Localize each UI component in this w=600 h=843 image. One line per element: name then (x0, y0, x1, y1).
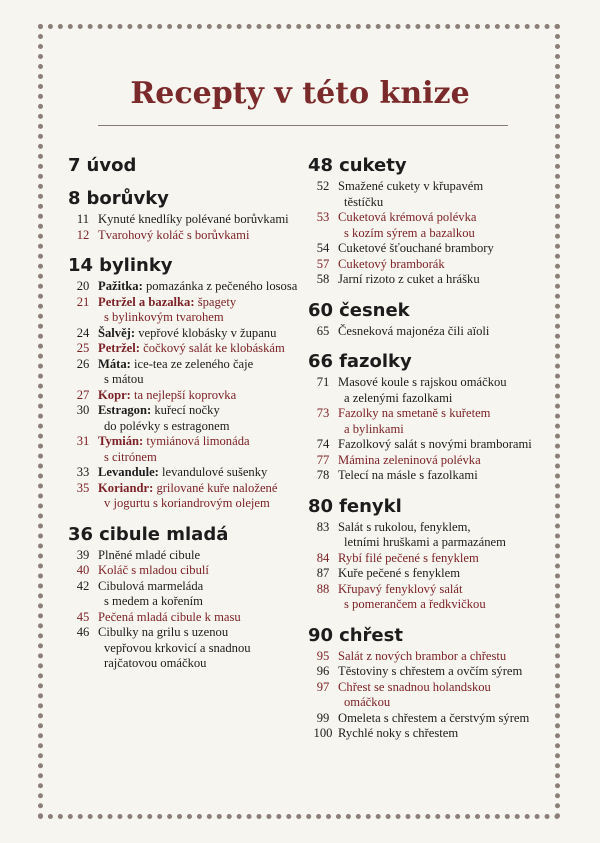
recipe-entry[interactable] (308, 324, 540, 340)
herb-name: Kopr: (98, 387, 131, 402)
recipe-title (338, 375, 540, 406)
section (68, 255, 308, 512)
recipe-text: Telecí na másle s fazolkami (338, 468, 478, 482)
recipe-entry[interactable] (308, 680, 540, 711)
recipe-text: Masové koule s rajskou omáčkou (338, 375, 507, 389)
section-name: bylinky (99, 255, 173, 276)
recipe-title (338, 272, 540, 288)
recipe-title (98, 548, 308, 564)
recipe-title (98, 357, 308, 388)
recipe-text-continued: s citrónem (104, 449, 157, 464)
recipe-text: Mámina zeleninová polévka (338, 452, 481, 467)
recipe-text: Cuketová krémová polévka (338, 210, 477, 224)
recipe-text: levandulové sušenky (162, 465, 268, 479)
recipe-title (338, 711, 540, 727)
right-column (308, 155, 540, 754)
recipe-page-number: 53 (316, 210, 330, 224)
recipe-title (338, 582, 540, 613)
recipe-text: Česneková majonéza čili aïoli (338, 323, 490, 338)
recipe-text-continued: s kozím sýrem a bazalkou (344, 225, 475, 240)
recipe-text-continued: v jogurtu s koriandrovým olejem (104, 496, 270, 510)
recipe-title (338, 726, 540, 742)
recipe-title (98, 212, 308, 228)
section (68, 524, 308, 672)
section-page-number: 8 (68, 188, 81, 209)
recipe-page-number: 65 (316, 323, 330, 338)
recipe-text: Rychlé noky s chřestem (338, 726, 459, 740)
recipe-entry[interactable] (68, 625, 308, 672)
recipe-title (98, 579, 308, 610)
recipe-text-continued: a zelenými fazolkami (344, 390, 453, 405)
recipe-entry[interactable] (308, 726, 540, 742)
recipe-entry[interactable] (308, 179, 540, 210)
section-heading (68, 524, 308, 545)
section-page-number: 90 (308, 624, 334, 646)
recipe-text: Cuketový bramborák (338, 256, 445, 271)
recipe-entry[interactable] (68, 563, 308, 579)
section-name: fazolky (339, 351, 412, 372)
recipe-page-number: 87 (316, 566, 330, 580)
recipe-text: ta nejlepší koprovka (134, 387, 237, 402)
recipe-text: Kuře pečené s fenyklem (338, 566, 461, 580)
recipe-entry[interactable] (68, 434, 308, 465)
recipe-text: kuřecí nočky (154, 403, 220, 417)
herb-name: Šalvěj: (98, 325, 136, 340)
section-name: česnek (339, 299, 410, 321)
recipe-entry[interactable] (308, 468, 540, 484)
recipe-entry[interactable] (308, 649, 540, 665)
recipe-entry[interactable] (308, 566, 540, 582)
recipe-text-continued: s mátou (104, 372, 144, 386)
recipe-page-number: 11 (76, 212, 90, 226)
title-divider (98, 125, 508, 126)
recipe-text: pomazánka z pečeného lososa (145, 279, 298, 293)
recipe-title (338, 664, 540, 680)
recipe-title (338, 257, 540, 273)
recipe-page-number: 100 (313, 726, 333, 740)
section-heading (308, 155, 540, 176)
left-column (68, 155, 308, 684)
section-page-number: 48 (308, 155, 334, 176)
recipe-page-number: 83 (316, 519, 330, 534)
recipe-title (338, 468, 540, 484)
recipe-page-number: 77 (316, 452, 330, 467)
recipe-text: Chřest se snadnou holandskou (338, 679, 491, 694)
recipe-entry[interactable] (68, 212, 308, 228)
recipe-page-number: 33 (76, 465, 90, 479)
recipe-entry[interactable] (308, 437, 540, 453)
recipe-entry[interactable] (68, 295, 308, 326)
recipe-text: Cibulová marmeláda (98, 578, 204, 593)
recipe-page-number: 31 (76, 434, 90, 448)
recipe-page-number: 99 (316, 710, 330, 725)
recipe-entry[interactable] (68, 481, 308, 512)
recipe-page-number: 21 (76, 294, 90, 309)
recipe-text: Fazolky na smetaně s kuřetem (338, 406, 491, 420)
recipe-entry[interactable] (68, 388, 308, 404)
recipe-text: tymiánová limonáda (146, 434, 250, 448)
recipe-entry[interactable] (68, 357, 308, 388)
recipe-page-number: 39 (76, 547, 90, 562)
recipe-page-number: 46 (76, 625, 90, 639)
section-page-number: 80 (308, 495, 334, 517)
recipe-text-continued: těstíčku (344, 194, 384, 209)
recipe-page-number: 73 (316, 406, 330, 420)
recipe-title (338, 551, 540, 567)
recipe-text-continued: letními hruškami a parmazánem (344, 535, 506, 549)
recipe-title (98, 465, 308, 481)
section-heading (68, 155, 308, 176)
recipe-entry[interactable] (308, 406, 540, 437)
recipe-entry[interactable] (308, 582, 540, 613)
recipe-entry[interactable] (308, 711, 540, 727)
recipe-title (338, 324, 540, 340)
recipe-page-number: 42 (76, 578, 90, 593)
recipe-text-continued: rajčatovou omáčkou (104, 656, 207, 670)
section-page-number: 60 (308, 299, 334, 321)
recipe-title (98, 434, 308, 465)
recipe-title (98, 228, 308, 244)
recipe-text: špagety (197, 294, 237, 309)
recipe-page-number: 88 (316, 581, 330, 596)
recipe-page-number: 71 (316, 375, 330, 389)
section-page-number: 7 (68, 155, 81, 176)
herb-name: Tymián: (98, 434, 144, 448)
recipe-text: Cuketové šťouchané brambory (338, 241, 494, 255)
recipe-text: čočkový salát ke klobáskám (143, 341, 285, 355)
recipe-page-number: 84 (316, 550, 330, 565)
recipe-entry[interactable] (68, 341, 308, 357)
recipe-page-number: 25 (76, 341, 90, 355)
recipe-title (98, 625, 308, 672)
recipe-page-number: 96 (316, 664, 330, 678)
recipe-text: Kynuté knedlíky polévané borůvkami (98, 212, 289, 226)
recipe-title (338, 179, 540, 210)
recipe-text-continued: s pomerančem a ředkvičkou (344, 597, 486, 611)
section-heading (308, 300, 540, 321)
herb-name: Máta: (98, 356, 131, 371)
section-name: borůvky (86, 188, 169, 209)
recipe-page-number: 26 (76, 356, 90, 371)
recipe-text: Salát z nových brambor a chřestu (338, 648, 507, 663)
recipe-text-continued: s bylinkovým tvarohem (104, 310, 224, 324)
recipe-page-number: 74 (316, 437, 330, 451)
recipe-title (338, 453, 540, 469)
recipe-page-number: 78 (316, 468, 330, 482)
recipe-page-number: 97 (316, 679, 330, 694)
recipe-title (338, 680, 540, 711)
section-heading (308, 351, 540, 372)
section-page-number: 66 (308, 351, 334, 372)
recipe-text: Rybí filé pečené s fenyklem (338, 550, 479, 565)
section (68, 155, 308, 176)
section (68, 188, 308, 243)
recipe-page-number: 12 (76, 227, 90, 242)
recipe-title (98, 295, 308, 326)
herb-name: Levandule: (98, 465, 159, 479)
recipe-page-number: 95 (316, 648, 330, 663)
recipe-entry[interactable] (68, 228, 308, 244)
section-heading (68, 188, 308, 209)
recipe-title (98, 563, 308, 579)
recipe-title (98, 481, 308, 512)
page-title: Recepty v této knize (130, 76, 470, 111)
recipe-title (338, 241, 540, 257)
section-page-number: 36 (68, 523, 94, 545)
recipe-title (338, 437, 540, 453)
recipe-text: vepřové klobásky v županu (138, 325, 277, 340)
recipe-text-continued: a bylinkami (344, 421, 404, 436)
section-heading (68, 255, 308, 276)
recipe-text: Pečená mladá cibule k masu (98, 609, 241, 624)
recipe-text: Jarní rizoto z cuket a hrášku (338, 272, 480, 286)
recipe-text-continued: s medem a kořením (104, 594, 203, 608)
recipe-text: Křupavý fenyklový salát (338, 581, 463, 596)
section-page-number: 14 (68, 255, 94, 276)
recipe-page-number: 45 (76, 609, 90, 624)
recipe-text-continued: do polévky s estragonem (104, 418, 230, 433)
recipe-text-continued: vepřovou krkovicí a snadnou (104, 640, 251, 655)
section-heading (308, 496, 540, 517)
recipe-text: grilované kuře naložené (156, 480, 278, 495)
recipe-text: Salát s rukolou, fenyklem, (338, 519, 471, 534)
recipe-page-number: 40 (76, 563, 90, 577)
section-name: úvod (86, 155, 137, 176)
recipe-title (98, 403, 308, 434)
recipe-entry[interactable] (68, 279, 308, 295)
recipe-entry[interactable] (308, 551, 540, 567)
herb-name: Pažitka: (98, 279, 143, 293)
recipe-text: Koláč s mladou cibulí (98, 563, 209, 577)
recipe-text: Fazolkový salát s novými bramborami (338, 437, 532, 451)
section-heading (308, 625, 540, 646)
section (308, 496, 540, 613)
recipe-page-number: 30 (76, 403, 90, 417)
recipe-text: Cibulky na grilu s uzenou (98, 625, 229, 639)
recipe-text: Tvarohový koláč s borůvkami (98, 227, 250, 242)
herb-name: Petržel a bazalka: (98, 294, 195, 309)
recipe-entry[interactable] (68, 548, 308, 564)
recipe-title (98, 341, 308, 357)
recipe-entry[interactable] (68, 465, 308, 481)
recipe-entry[interactable] (308, 272, 540, 288)
recipe-title (98, 279, 308, 295)
recipe-text-continued: omáčkou (344, 695, 391, 709)
recipe-text: Omeleta s chřestem a čerstvým sýrem (338, 710, 530, 725)
section-name: fenykl (339, 495, 402, 517)
recipe-page-number: 52 (316, 179, 330, 193)
recipe-entry[interactable] (68, 326, 308, 342)
recipe-title (338, 566, 540, 582)
recipe-entry[interactable] (68, 579, 308, 610)
recipe-page-number: 58 (316, 272, 330, 286)
recipe-title (98, 610, 308, 626)
herb-name: Estragon: (98, 403, 152, 417)
recipe-title (338, 406, 540, 437)
recipe-title (338, 210, 540, 241)
recipe-page-number: 20 (76, 279, 90, 293)
recipe-title (338, 649, 540, 665)
recipe-text: ice-tea ze zeleného čaje (134, 356, 254, 371)
recipe-text: Plněné mladé cibule (98, 547, 201, 562)
herb-name: Koriandr: (98, 480, 154, 495)
section-name: chřest (339, 624, 403, 646)
recipe-page-number: 27 (76, 387, 90, 402)
recipe-text: Smažené cukety v křupavém (338, 179, 484, 193)
recipe-entry[interactable] (308, 257, 540, 273)
section (308, 300, 540, 340)
recipe-entry[interactable] (308, 375, 540, 406)
recipe-title (98, 388, 308, 404)
recipe-page-number: 35 (76, 480, 90, 495)
recipe-entry[interactable] (68, 610, 308, 626)
section (308, 625, 540, 742)
recipe-page-number: 57 (316, 256, 330, 271)
recipe-text: Těstoviny s chřestem a ovčím sýrem (338, 664, 523, 678)
recipe-entry[interactable] (308, 664, 540, 680)
section-name: cukety (339, 155, 407, 176)
section (308, 155, 540, 288)
section-name: cibule mladá (99, 523, 229, 545)
recipe-title (98, 326, 308, 342)
recipe-entry[interactable] (68, 403, 308, 434)
recipe-entry[interactable] (308, 241, 540, 257)
recipe-entry[interactable] (308, 210, 540, 241)
herb-name: Petržel: (98, 341, 140, 355)
recipe-page-number: 24 (76, 325, 90, 340)
recipe-entry[interactable] (308, 453, 540, 469)
recipe-title (338, 520, 540, 551)
recipe-entry[interactable] (308, 520, 540, 551)
section (308, 351, 540, 484)
recipe-page-number: 54 (316, 241, 330, 255)
